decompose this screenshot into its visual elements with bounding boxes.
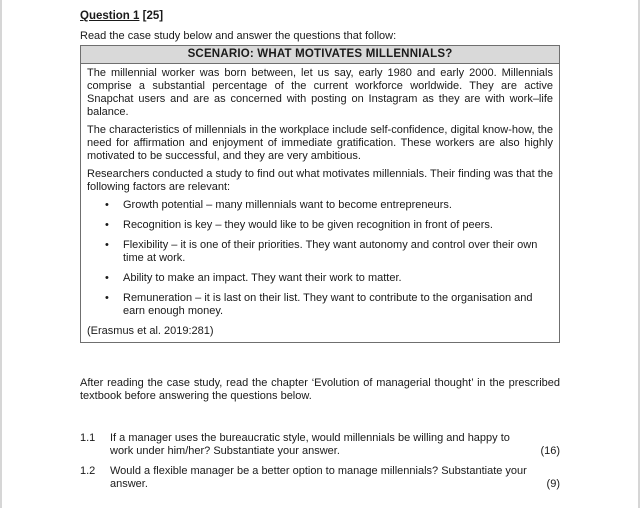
list-item [105,239,553,265]
question-mark-allocation: (9) [546,478,560,490]
question-title [80,10,163,23]
factor-text: Flexibility – it is one of their priorities. They want autonomy and control over their own time at work. [123,239,538,264]
scenario-body [81,64,559,342]
question-text: If a manager uses the bureaucratic style, would millennials be willing and happy to work under him/her? Substantiate your answer. [110,432,510,457]
factor-text: Ability to make an impact. They want their work to matter. [123,272,402,284]
after-reading-text: After reading the case study, read the chapter ‘Evolution of managerial thought’ in the prescribed textbook before answering the questions below. [80,377,560,402]
scenario-box [80,45,560,343]
bullet-icon: • [105,272,109,284]
scenario-title: SCENARIO: WHAT MOTIVATES MILLENNIALS? [81,46,559,64]
factor-list [87,199,553,318]
bullet-icon: • [105,199,109,211]
scenario-paragraph: The characteristics of millennials in the workplace include self-confidence, digital know-how, the need for affirmation and enjoyment of immediate gratification. These workers are also highly motivated to be successful, and they are very ambitious. [87,124,553,162]
factor-text: Growth potential – many millennials want to become entrepreneurs. [123,199,452,211]
question-number: 1.2 [80,465,96,477]
question-marks: [25] [139,10,164,22]
list-item [105,199,553,212]
list-item [105,272,553,285]
scenario-paragraph: Researchers conducted a study to find out what motivates millennials. Their finding was that the following factors are relevant: [87,168,553,193]
bullet-icon: • [105,239,109,251]
scenario-citation: (Erasmus et al. 2019:281) [87,325,214,337]
question-label: Question 1 [80,10,140,22]
page-edge-left [0,0,2,508]
list-item [105,292,553,318]
scenario-paragraph: The millennial worker was born between, let us say, early 1980 and early 2000. Millennials comprise a substantial percentage of the current workforce worldwide. They are active Snapchat users and are as concerned with posting on Instagram as they are with work–life balance. [87,67,553,118]
question-mark-allocation: (16) [540,445,560,457]
list-item [105,219,553,232]
instruction-text: Read the case study below and answer the questions that follow: [80,30,397,42]
bullet-icon: • [105,219,109,231]
question-number: 1.1 [80,432,96,444]
question-text: Would a flexible manager be a better option to manage millennials? Substantiate your answer. [110,465,527,490]
bullet-icon: • [105,292,109,304]
factor-text: Recognition is key – they would like to be given recognition in front of peers. [123,219,493,231]
factor-text: Remuneration – it is last on their list. They want to contribute to the organisation and earn enough money. [123,292,533,317]
